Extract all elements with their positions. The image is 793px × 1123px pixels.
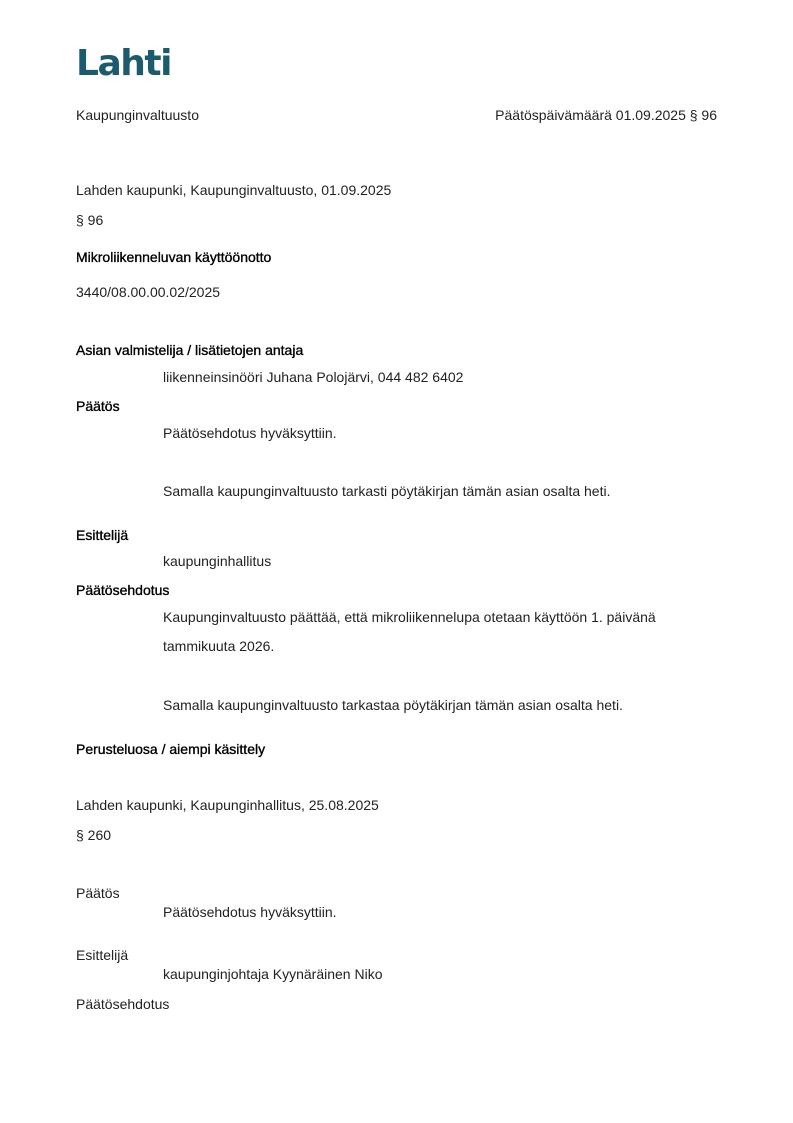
decision-date: Päätöspäivämäärä 01.09.2025 § 96 [495,107,717,123]
record-id: 3440/08.00.00.02/2025 [76,284,221,300]
background-proposal-label: Päätösehdotus [76,996,170,1012]
proposal-line-2: tammikuuta 2026. [163,638,275,654]
background-presenter-label: Esittelijä [76,947,129,963]
proposal-line-1: Kaupunginvaltuusto päättää, että mikroliikennelupa otetaan käyttöön 1. päivänä [163,609,656,625]
background-section: § 260 [76,827,112,843]
background-presenter-value: kaupunginjohtaja Kyynäräinen Niko [163,966,383,982]
background-decision-value: Päätösehdotus hyväksyttiin. [163,904,337,920]
document-title: Mikroliikenneluvan käyttöönotto [76,249,272,265]
lahti-logo: Lahti [76,43,171,84]
meeting-line: Lahden kaupunki, Kaupunginvaltuusto, 01.09.2025 [76,182,392,198]
organ-name: Kaupunginvaltuusto [76,107,199,123]
presenter-value: kaupunginhallitus [163,553,272,569]
preparer-value: liikenneinsinööri Juhana Polojärvi, 044 482 6402 [163,369,464,385]
proposal-heading: Päätösehdotus [76,582,170,598]
background-heading: Perusteluosa / aiempi käsittely [76,741,266,757]
presenter-heading: Esittelijä [76,527,129,543]
preparer-heading: Asian valmistelija / lisätietojen antaja [76,342,304,358]
proposal-line-3: Samalla kaupunginvaltuusto tarkastaa pöytäkirjan tämän asian osalta heti. [163,697,623,713]
decision-text-1: Päätösehdotus hyväksyttiin. [163,425,337,441]
section-number: § 96 [76,212,104,228]
background-decision-label: Päätös [76,885,120,901]
decision-text-2: Samalla kaupunginvaltuusto tarkasti pöytäkirjan tämän asian osalta heti. [163,483,611,499]
decision-heading: Päätös [76,398,120,414]
background-meeting-line: Lahden kaupunki, Kaupunginhallitus, 25.08.2025 [76,797,379,813]
